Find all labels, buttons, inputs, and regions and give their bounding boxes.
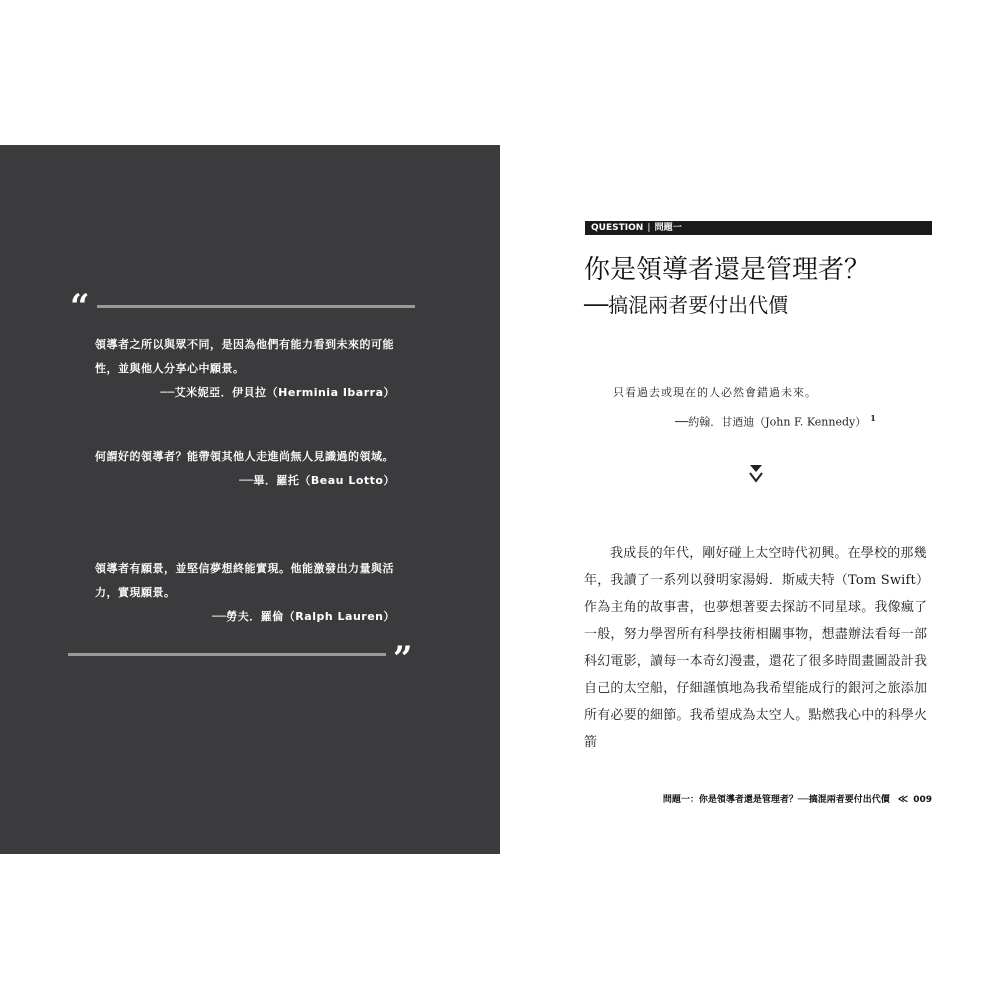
epigraph-attribution: ──約翰．甘迺迪（John F. Kennedy） xyxy=(675,415,867,429)
quote-block-3 xyxy=(95,557,395,629)
question-label-zh: 問題一 xyxy=(654,223,682,233)
close-quote-mark: ” xyxy=(393,639,413,679)
quote-text: 領導者之所以與眾不同，是因為他們有能力看到未來的可能性，並與他人分享心中願景。 xyxy=(95,338,394,375)
double-triangle-down-icon xyxy=(746,463,766,483)
left-page-quotes-panel xyxy=(0,145,500,854)
open-quote-mark: “ xyxy=(70,287,90,327)
chapter-subtitle: ──搞混兩者要付出代價 xyxy=(584,293,789,317)
question-label-en: QUESTION xyxy=(591,223,644,233)
quote-block-2 xyxy=(95,445,395,493)
quote-text: 何謂好的領導者？能帶領其他人走進尚無人見識過的領域。 xyxy=(95,450,394,463)
quote-block-1 xyxy=(95,333,395,405)
question-label-bar xyxy=(585,221,932,235)
running-head: 問題一：你是領導者還是管理者？──搞混兩者要付出代價 xyxy=(662,795,890,805)
question-label-separator: | xyxy=(647,223,651,233)
body-paragraph xyxy=(584,540,934,756)
page-number: 009 xyxy=(913,795,932,805)
epigraph-text: 只看過去或現在的人必然會錯過未來。 xyxy=(613,386,817,399)
quote-attribution: ──艾米妮亞．伊貝拉（Herminia Ibarra） xyxy=(160,386,395,399)
footnote-marker: 1 xyxy=(870,413,876,423)
page-footer xyxy=(630,793,932,807)
double-chevron-left-icon: ≪ xyxy=(897,794,906,805)
top-divider-rule xyxy=(97,305,415,308)
quote-attribution: ──畢．羅托（Beau Lotto） xyxy=(239,474,395,487)
bottom-divider-rule xyxy=(68,653,386,656)
right-page-chapter xyxy=(500,145,999,854)
epigraph-attribution-line xyxy=(675,407,876,434)
quote-attribution: ──勞夫．羅倫（Ralph Lauren） xyxy=(212,610,395,623)
body-text: 我成長的年代，剛好碰上太空時代初興。在學校的那幾年，我讀了一系列以發明家湯姆．斯威夫特（Tom Swift）作為主角的故事書，也夢想著要去探訪不同星球。我像瘋了一般，努力學習所有科學技術相關事物，想盡辦法看每一部科幻電影，讀每一本奇幻漫畫，還花了很多時間畫圖設計我自己的太空船，仔細謹慎地為我希望能成行的銀河之旅添加所有必要的細節。我希望成為太空人。點燃我心中的科學火箭 xyxy=(584,546,930,750)
chapter-title: 你是領導者還是管理者？ xyxy=(584,255,871,285)
quote-text: 領導者有願景，並堅信夢想終能實現。他能激發出力量與活力，實現願景。 xyxy=(95,562,394,599)
